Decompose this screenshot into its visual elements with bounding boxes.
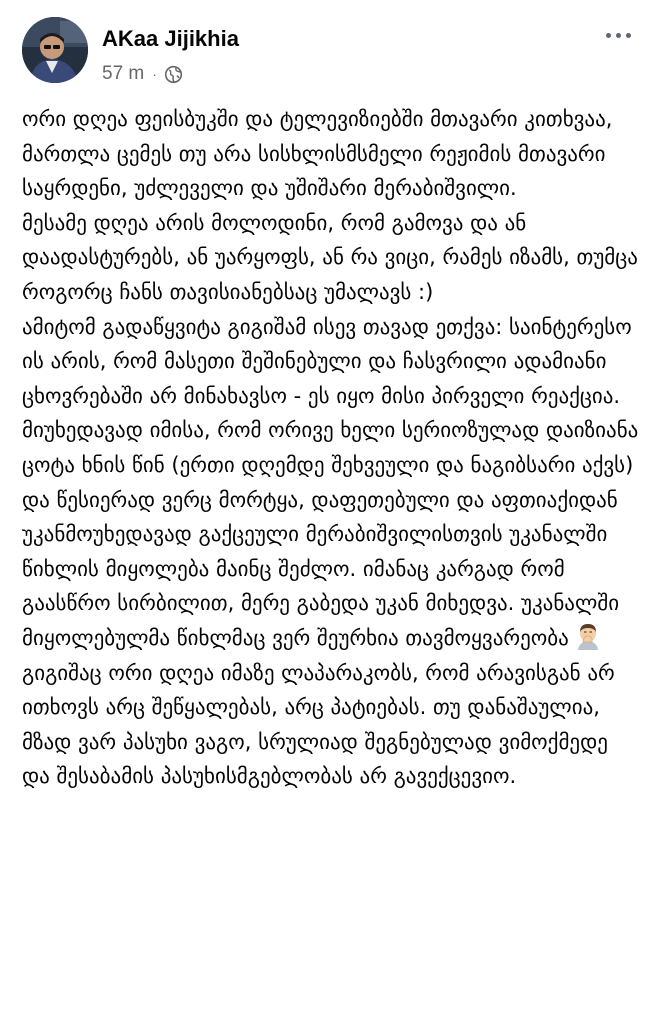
post-text xyxy=(22,102,642,794)
avatar[interactable] xyxy=(22,17,88,83)
more-options-icon[interactable] xyxy=(598,22,638,48)
post-paragraph xyxy=(22,413,642,655)
post-paragraph-text: მიუხედავად იმისა, რომ ორივე ხელი სერიოზულად დაიზიანა ცოტა ხნის წინ (ერთი დღემდე შეხვეული და ნაგიბსარი აქვს) და წესიერად ვერც მორტყა, დაფეთებული და აფთიაქიდან უკანმოუხედავად გაქცეული მერაბიშვილისთვის უკანალში წიხლის მიყოლება მაინც შეძლო. იმანაც კარგად რომ გაასწრო სირბილით, მერე გაბედა უკან მიხედვა. უკანალში მიყოლებულმა წიხლმაც ვერ შეურხია თავმოყვარეობა xyxy=(22,418,639,650)
post-paragraph: მესამე დღეა არის მოლოდინი, რომ გამოვა და ან დაადასტურებს, ან უარყოფს, ან რა ვიცი, რამეს იზამს, თუმცა როგორც ჩანს თავისიანებსაც უმალავს :) xyxy=(22,210,638,304)
author-name[interactable]: AKaa Jijikhia xyxy=(102,26,239,51)
post-paragraph: ორი დღეა ფეისბუკში და ტელევიზიებში მთავარი კითხვაა, მართლა ცემეს თუ არა სისხლისმსმელი რეჟიმის მთავარი საყრდენი, უძლეველი და უშიშარი მერაბიშვილი. xyxy=(22,107,613,201)
post-paragraph: გიგიშაც ორი დღეა იმაზე ლაპარაკობს, რომ არავისგან არ ითხოვს არც შეწყალებას, არც პატიებას. თუ დანაშაულია, მზად ვარ პასუხი ვაგო, სრულიად შეგნებულად ვიმოქმედე და შესაბამის პასუხისმგებლობას არ გავექცევიო. xyxy=(22,660,615,789)
post-paragraph: ამიტომ გადაწყვიტა გიგიშამ ისევ თავად ეთქვა: საინტერესო ის არის, რომ მასეთი შეშინებული და ჩასვრილი ადამიანი ცხოვრებაში არ მინახავსო - ეს იყო მისი პირველი რეაქცია. xyxy=(22,314,632,408)
meta-separator: · xyxy=(152,66,157,82)
post-header xyxy=(0,0,652,100)
avatar-image xyxy=(22,17,88,83)
post-meta xyxy=(102,62,183,86)
globe-icon[interactable] xyxy=(164,65,183,84)
post-timestamp[interactable]: 57 m xyxy=(102,63,145,84)
facepalm-emoji-icon xyxy=(575,622,601,650)
